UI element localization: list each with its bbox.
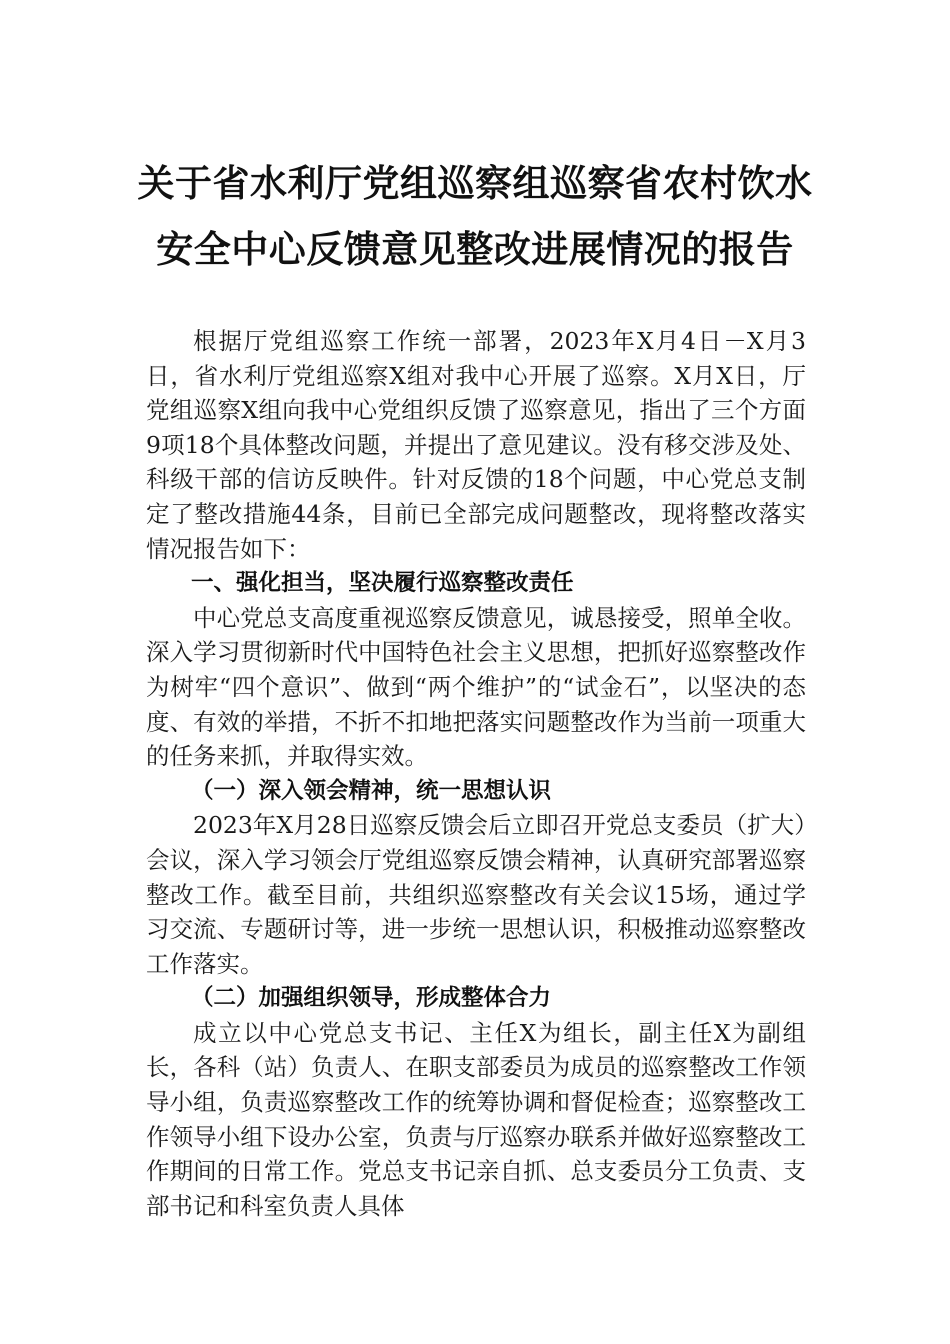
subsection-1-heading: （一）深入领会精神，统一思想认识 [191,777,552,804]
title-line-1: 关于省水利厅党组巡察组巡察省农村饮水 [137,161,813,205]
section-1-heading: 一、强化担当，坚决履行巡察整改责任 [191,570,574,597]
title-line-2: 安全中心反馈意见整改进展情况的报告 [156,227,794,271]
document-body [146,324,806,1223]
subsection-1-paragraph: 2023年X月28日巡察反馈会后立即召开党总支委员（扩大）会议，深入学习领会厅党组巡察反馈会精神，认真研究部署巡察整改工作。截至目前，共组织巡察整改有关会议15场，通过学习交流、专题研讨等，进一步统一思想认识，积极推动巡察整改工作落实。 [146,811,806,978]
subsection-2-paragraph: 成立以中心党总支书记、主任X为组长，副主任X为副组长，各科（站）负责人、在职支部委员为成员的巡察整改工作领导小组，负责巡察整改工作的统筹协调和督促检查；巡察整改工作领导小组下设办公室，负责与厅巡察办联系并做好巡察整改工作期间的日常工作。党总支书记亲自抓、总支委员分工负责、支部书记和科室负责人具体 [146,1018,806,1220]
intro-paragraph: 根据厅党组巡察工作统一部署，2023年X月4日－X月3日，省水利厅党组巡察X组对我中心开展了巡察。X月X日，厅党组巡察X组向我中心党组织反馈了巡察意见，指出了三个方面9项18个具体整改问题，并提出了意见建议。没有移交涉及处、科级干部的信访反映件。针对反馈的18个问题，中心党总支制定了整改措施44条，目前已全部完成问题整改，现将整改落实情况报告如下： [146,327,806,563]
section-1-paragraph: 中心党总支高度重视巡察反馈意见，诚恳接受，照单全收。深入学习贯彻新时代中国特色社会主义思想，把抓好巡察整改作为树牢“四个意识”、做到“两个维护”的“试金石”，以坚决的态度、有效的举措，不折不扣地把落实问题整改作为当前一项重大的任务来抓，并取得实效。 [146,603,806,771]
document-title [0,150,950,282]
subsection-2-heading: （二）加强组织领导，形成整体合力 [191,985,552,1012]
